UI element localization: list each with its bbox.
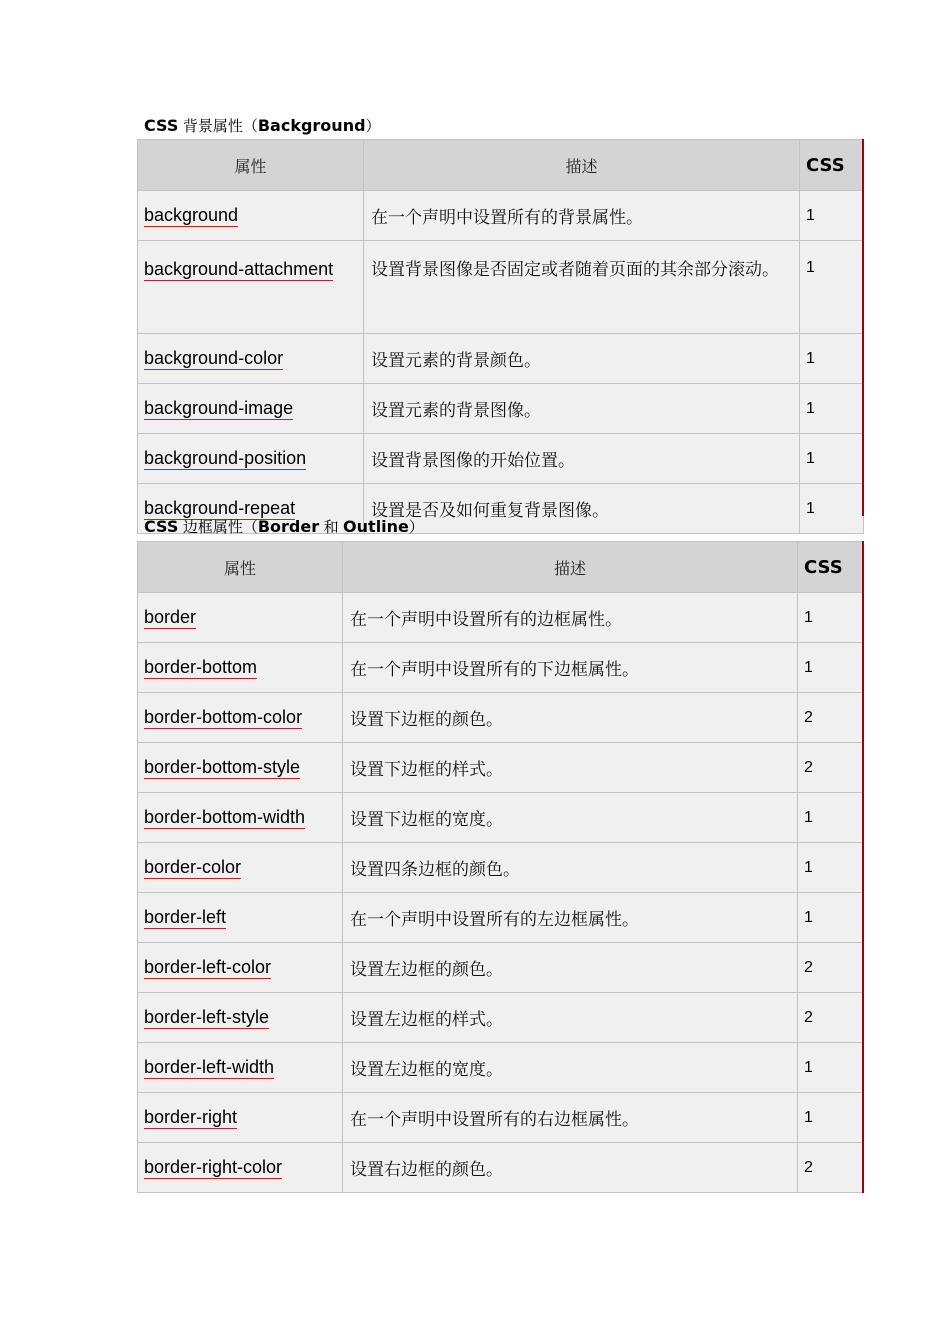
css-version-cell: 1 bbox=[798, 1093, 864, 1143]
property-link[interactable]: background-attachment bbox=[144, 259, 334, 279]
property-cell bbox=[138, 793, 343, 843]
property-cell bbox=[138, 191, 364, 241]
property-link[interactable]: background-image bbox=[144, 397, 294, 418]
header-css: CSS bbox=[800, 140, 864, 191]
css-version-cell: 1 bbox=[800, 334, 864, 384]
property-cell bbox=[138, 241, 364, 334]
header-description: 描述 bbox=[364, 140, 800, 191]
css-version-cell: 1 bbox=[800, 434, 864, 484]
table-row bbox=[138, 1043, 864, 1093]
description-cell: 设置背景图像的开始位置。 bbox=[364, 434, 800, 484]
header-description: 描述 bbox=[343, 542, 798, 593]
description-cell: 设置是否及如何重复背景图像。 bbox=[364, 484, 800, 534]
table-row bbox=[138, 943, 864, 993]
description-cell: 设置背景图像是否固定或者随着页面的其余部分滚动。 bbox=[364, 241, 800, 334]
property-cell bbox=[138, 993, 343, 1043]
table-row bbox=[138, 1143, 864, 1193]
property-cell bbox=[138, 1043, 343, 1093]
property-link[interactable]: background-color bbox=[144, 347, 284, 368]
table-row bbox=[138, 593, 864, 643]
description-cell: 在一个声明中设置所有的右边框属性。 bbox=[343, 1093, 798, 1143]
property-cell bbox=[138, 1093, 343, 1143]
css-version-cell: 1 bbox=[798, 643, 864, 693]
property-cell bbox=[138, 593, 343, 643]
title-latin: Background bbox=[257, 116, 366, 135]
property-link[interactable]: border-bottom-width bbox=[144, 806, 306, 827]
property-link[interactable]: border-right bbox=[144, 1106, 238, 1127]
table-row bbox=[138, 893, 864, 943]
css-version-cell: 1 bbox=[798, 1043, 864, 1093]
property-cell bbox=[138, 434, 364, 484]
table-row bbox=[138, 843, 864, 893]
description-cell: 设置元素的背景图像。 bbox=[364, 384, 800, 434]
title-cjk: 边框属性（ bbox=[182, 518, 258, 536]
property-link[interactable]: border-bottom bbox=[144, 656, 258, 677]
property-link[interactable]: border-left-width bbox=[144, 1056, 275, 1077]
css-version-cell: 2 bbox=[798, 693, 864, 743]
title-and: 和 bbox=[323, 518, 339, 536]
title-prefix: CSS bbox=[144, 116, 179, 135]
property-cell bbox=[138, 384, 364, 434]
css-version-cell: 1 bbox=[798, 893, 864, 943]
css-version-cell: 2 bbox=[798, 943, 864, 993]
table-row bbox=[138, 693, 864, 743]
description-cell: 设置元素的背景颜色。 bbox=[364, 334, 800, 384]
title-suffix: ） bbox=[365, 117, 381, 135]
description-cell: 在一个声明中设置所有的下边框属性。 bbox=[343, 643, 798, 693]
table-row bbox=[138, 743, 864, 793]
title-latin-border: Border bbox=[257, 517, 320, 536]
property-link[interactable]: border-bottom-style bbox=[144, 756, 301, 777]
title-prefix: CSS bbox=[144, 517, 179, 536]
border-properties-table bbox=[137, 541, 864, 1193]
css-version-cell: 2 bbox=[798, 743, 864, 793]
table-header-row bbox=[138, 140, 864, 191]
background-section-title bbox=[144, 116, 381, 137]
property-link[interactable]: background bbox=[144, 204, 239, 225]
property-cell bbox=[138, 1143, 343, 1193]
table-row bbox=[138, 191, 864, 241]
table-row bbox=[138, 993, 864, 1043]
title-latin-outline: Outline bbox=[343, 517, 409, 536]
header-css: CSS bbox=[798, 542, 864, 593]
description-cell: 设置下边框的颜色。 bbox=[343, 693, 798, 743]
css-version-cell: 2 bbox=[798, 993, 864, 1043]
description-cell: 在一个声明中设置所有的边框属性。 bbox=[343, 593, 798, 643]
table-edge-divider bbox=[862, 139, 864, 516]
css-version-cell: 1 bbox=[800, 384, 864, 434]
css-version-cell: 1 bbox=[798, 843, 864, 893]
property-link[interactable]: border-bottom-color bbox=[144, 706, 303, 727]
property-link[interactable]: border-left-style bbox=[144, 1006, 270, 1027]
table-edge-divider bbox=[862, 541, 864, 1193]
table-row bbox=[138, 334, 864, 384]
property-link[interactable]: background-repeat bbox=[144, 497, 296, 518]
css-version-cell: 2 bbox=[798, 1143, 864, 1193]
table-row bbox=[138, 434, 864, 484]
property-cell bbox=[138, 693, 343, 743]
property-cell bbox=[138, 943, 343, 993]
css-version-cell: 1 bbox=[800, 484, 864, 534]
description-cell: 设置左边框的样式。 bbox=[343, 993, 798, 1043]
property-cell bbox=[138, 334, 364, 384]
css-version-cell: 1 bbox=[798, 593, 864, 643]
css-version-cell: 1 bbox=[798, 793, 864, 843]
title-cjk: 背景属性（ bbox=[182, 117, 258, 135]
css-version-cell: 1 bbox=[800, 191, 864, 241]
table-row bbox=[138, 793, 864, 843]
property-cell bbox=[138, 743, 343, 793]
table-header-row bbox=[138, 542, 864, 593]
table-row bbox=[138, 241, 864, 334]
property-cell bbox=[138, 643, 343, 693]
title-suffix: ） bbox=[408, 518, 424, 536]
border-section-title bbox=[144, 517, 424, 538]
description-cell: 设置左边框的宽度。 bbox=[343, 1043, 798, 1093]
table-row bbox=[138, 643, 864, 693]
description-cell: 设置下边框的宽度。 bbox=[343, 793, 798, 843]
property-link[interactable]: border-color bbox=[144, 856, 242, 877]
header-property: 属性 bbox=[138, 542, 343, 593]
property-link[interactable]: border bbox=[144, 606, 197, 627]
description-cell: 在一个声明中设置所有的左边框属性。 bbox=[343, 893, 798, 943]
table-row bbox=[138, 384, 864, 434]
description-cell: 在一个声明中设置所有的背景属性。 bbox=[364, 191, 800, 241]
property-cell bbox=[138, 893, 343, 943]
table-row bbox=[138, 1093, 864, 1143]
description-cell: 设置左边框的颜色。 bbox=[343, 943, 798, 993]
property-link[interactable]: border-left bbox=[144, 906, 227, 927]
description-cell: 设置右边框的颜色。 bbox=[343, 1143, 798, 1193]
property-cell bbox=[138, 843, 343, 893]
property-link[interactable]: background-position bbox=[144, 447, 307, 468]
description-cell: 设置下边框的样式。 bbox=[343, 743, 798, 793]
description-cell: 设置四条边框的颜色。 bbox=[343, 843, 798, 893]
background-properties-table bbox=[137, 139, 864, 534]
property-link[interactable]: border-left-color bbox=[144, 956, 272, 977]
header-property: 属性 bbox=[138, 140, 364, 191]
css-version-cell: 1 bbox=[800, 241, 864, 334]
property-link[interactable]: border-right-color bbox=[144, 1156, 283, 1177]
